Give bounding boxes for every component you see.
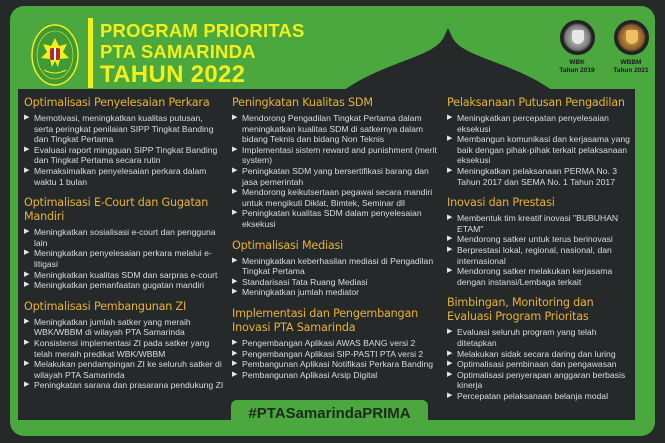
list-item: ▶ Melakukan pendampingan ZI ke seluruh satker di wilayah PTA Samarinda: [24, 359, 224, 380]
list-item: ▶ Mendorong satker untuk terus berinovasi: [447, 234, 635, 245]
section-title: Optimalisasi Penyelesaian Perkara: [24, 96, 210, 109]
list-item: ▶ Pengembangan Aplikasi SIP-PASTI PTA versi 2: [232, 349, 438, 360]
list-item: ▶ Berprestasi lokal, regional, nasional, dan internasional: [447, 245, 635, 266]
section-optimalisasi-ecourt: [24, 196, 224, 291]
list-item: ▶ Percepatan pelaksanaan belanja modal: [447, 391, 635, 402]
section-pelaksanaan-putusan: [447, 96, 635, 187]
list-item: ▶ Meningkatkan percepatan penyelesaian eksekusi: [447, 113, 635, 134]
section-kualitas-sdm: [232, 96, 438, 230]
title-line-3: TAHUN 2022: [100, 61, 246, 88]
section-title: Bimbingan, Monitoring dan Evaluasi Program Prioritas: [447, 296, 594, 324]
section-title: Optimalisasi Pembangunan ZI: [24, 299, 187, 313]
list-item: ▶ Optimalisasi pembinaan dan pengawasan: [447, 359, 635, 370]
list-item: ▶ Membangun komunikasi dan kerjasama yang baik dengan pihak-pihak terkait pelaksanaan eksekusi: [447, 134, 635, 166]
column-2: [232, 96, 438, 389]
list-item: ▶ Konsistensi implementasi ZI pada satker yang telah meraih predikat WBK/WBBM: [24, 338, 224, 359]
list-item: ▶ Meningkatkan keberhasilan mediasi di Pengadilan Tingkat Pertama: [232, 256, 438, 277]
page-title: [100, 22, 305, 87]
list-item: ▶ Implementasi sistem reward and punishment (merit system): [232, 145, 438, 166]
wbbm-badge: [601, 20, 661, 75]
list-item: ▶ Meningkatkan kualitas SDM dan sarpras e-court: [24, 270, 224, 281]
list-item: ▶ Meningkatkan jumlah mediator: [232, 287, 438, 298]
list-item: ▶ Standarisasi Tata Ruang Mediasi: [232, 277, 438, 288]
wbbm-badge-year: Tahun 2021: [613, 66, 649, 74]
list-item: ▶ Evaluasi raport mingguan SIPP Tingkat Banding dan Tingkat Pertama secara rutin: [24, 145, 224, 166]
list-item: ▶ Memotivasi, meningkatkan kualitas putusan, serta peringkat penilaian SIPP Tingkat Banding dan Tingkat Pertama: [24, 113, 224, 145]
list-item: ▶ Peningkatan SDM yang bersertifikasi barang dan jasa pemerintah: [232, 166, 438, 187]
wbk-badge-name: WBK: [569, 59, 585, 66]
column-1: [24, 96, 224, 400]
dome-shape: [340, 18, 560, 93]
section-title: Implementasi dan Pengembangan Inovasi PTA Samarinda: [232, 306, 418, 334]
section-inovasi-prestasi: [447, 196, 635, 287]
section-optimalisasi-mediasi: [232, 239, 438, 298]
title-accent-bar: [88, 18, 93, 88]
section-title: Pelaksanaan Putusan Pengadilan: [447, 96, 625, 109]
list-item: ▶ Optimalisasi penyerapan anggaran berbasis kinerja: [447, 370, 635, 391]
list-item: ▶ Peningkatan kualitas SDM dalam penyelesaian eksekusi: [232, 208, 438, 229]
column-3: [447, 96, 635, 410]
list-item: ▶ Pembangunan Aplikasi Notifikasi Perkara Banding: [232, 359, 438, 370]
list-item: ▶ Memaksimalkan penyelesaian perkara dalam waktu 1 bulan: [24, 166, 224, 187]
list-item: ▶ Melakukan sidak secara daring dan luring: [447, 349, 635, 360]
section-title: Optimalisasi E-Court dan Gugatan Mandiri: [24, 196, 209, 224]
list-item: ▶ Meningkatkan pelaksanaan PERMA No. 3 Tahun 2017 dan SEMA No. 1 Tahun 2017: [447, 166, 635, 187]
section-optimalisasi-penyelesaian-perkara: [24, 96, 224, 187]
list-item: ▶ Mendorong Pengadilan Tingkat Pertama dalam meningkatkan kualitas SDM di satkernya dalam bidang Teknis dan bidang Non Teknis: [232, 113, 438, 145]
list-item: ▶ Pengembangan Aplikasi AWAS BANG versi 2: [232, 338, 438, 349]
wbk-badge: [547, 20, 607, 75]
wbk-badge-year: Tahun 2019: [559, 66, 595, 74]
title-line-2: PTA SAMARINDA: [100, 40, 256, 62]
wbbm-gold-medal-icon: [614, 20, 649, 55]
title-line-1: PROGRAM PRIORITAS: [100, 20, 305, 41]
list-item: ▶ Meningkatkan pemanfaatan gugatan mandiri: [24, 280, 224, 291]
list-item: ▶ Pembangunan Aplikasi Arsip Digital: [232, 370, 438, 381]
list-item: ▶ Mendorong satker melakukan kerjasama dengan instansi/Lembaga terkait: [447, 266, 635, 287]
list-item: ▶ Mendorong keikutsertaan pegawai secara mandiri untuk mengikuti Diklat, Bimtek, Seminar dll: [232, 187, 438, 208]
list-item: ▶ Evaluasi seluruh program yang telah ditetapkan: [447, 327, 635, 348]
list-item: ▶ Meningkatkan penyelesaian perkara melalui e-litigasi: [24, 248, 224, 269]
section-title: Peningkatan Kualitas SDM: [232, 96, 373, 109]
wbbm-badge-name: WBBM: [620, 59, 642, 66]
wbk-silver-medal-icon: [560, 20, 595, 55]
section-bimbingan-monitoring: [447, 296, 635, 401]
court-emblem-logo: [30, 22, 80, 88]
list-item: ▶ Meningkatkan jumlah satker yang meraih WBK/WBBM di wilayah PTA Samarinda: [24, 317, 224, 338]
section-title: Inovasi dan Prestasi: [447, 196, 555, 210]
section-title: Optimalisasi Mediasi: [232, 238, 344, 252]
list-item: ▶ Membentuk tim kreatif inovasi "BUBUHAN ETAM": [447, 213, 635, 234]
list-item: ▶ Peningkatan sarana dan prasarana pendukung ZI: [24, 380, 224, 391]
hashtag-tab: #PTASamarindaPRIMA: [231, 400, 428, 426]
list-item: ▶ Meningkatkan sosialisasi e-court dan pengguna lain: [24, 227, 224, 248]
section-pembangunan-zi: [24, 300, 224, 391]
section-inovasi-pta: [232, 307, 438, 380]
